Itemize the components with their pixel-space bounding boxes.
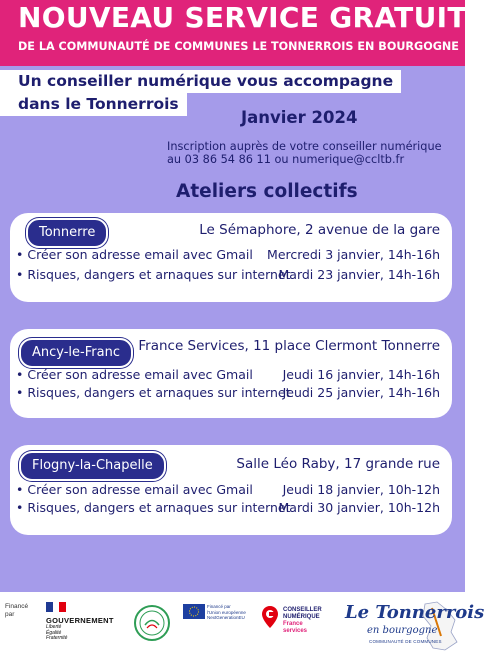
inscription-line-1: Inscription auprès de votre conseiller numérique	[167, 140, 442, 153]
session-topic: • Créer son adresse email avec Gmail	[16, 367, 253, 382]
cn-text-line: France	[283, 621, 303, 627]
french-flag-icon	[46, 602, 66, 612]
eu-text-line: Financé par	[207, 604, 231, 609]
inscription-info	[167, 140, 442, 166]
session-topic: • Créer son adresse email avec Gmail	[16, 247, 253, 262]
venue: France Services, 11 place Clermont Tonnerre	[138, 338, 440, 354]
gov-motto	[46, 625, 67, 642]
conseiller-numerique-logo	[261, 605, 322, 634]
town-badge: Ancy-le-Franc	[19, 338, 133, 368]
session-topic: • Risques, dangers et arnaques sur internet	[16, 385, 291, 400]
eu-text	[207, 604, 246, 621]
poster-subtitle: DE LA COMMUNAUTÉ DE COMMUNES LE TONNERROIS EN BOURGOGNE	[18, 40, 459, 53]
cn-text-line: NUMÉRIQUE	[283, 614, 320, 620]
session-date: Jeudi 16 janvier, 14h-16h	[282, 367, 440, 382]
session-row	[16, 367, 440, 385]
session-date: Mardi 30 janvier, 10h-12h	[278, 500, 440, 515]
cn-text	[283, 607, 322, 635]
motto-line: Fraternité	[46, 635, 68, 641]
tagline-line-1: Un conseiller numérique vous accompagne	[0, 70, 401, 93]
session-topic: • Risques, dangers et arnaques sur internet	[16, 500, 291, 515]
session-row	[16, 247, 440, 265]
header-banner	[0, 0, 465, 66]
france-relance-logo	[133, 604, 171, 647]
inscription-contact: au 03 86 54 86 11 ou numerique@ccltb.fr	[167, 153, 405, 166]
tonnerrois-caption: COMMUNAUTÉ DE COMMUNES	[369, 639, 442, 644]
town-badge: Flogny-la-Chapelle	[19, 451, 166, 481]
session-date: Mercredi 3 janvier, 14h-16h	[267, 247, 440, 262]
tagline-line-2: dans le Tonnerrois	[0, 93, 187, 116]
section-title: Ateliers collectifs	[176, 181, 358, 202]
session-date: Jeudi 25 janvier, 14h-16h	[282, 385, 440, 400]
tonnerrois-title: Le Tonnerrois	[345, 602, 484, 623]
cn-text-line: CONSEILLER	[283, 607, 322, 613]
gov-name: GOUVERNEMENT	[46, 616, 114, 625]
location-pin-icon	[261, 605, 279, 629]
town-badge: Tonnerre	[26, 218, 108, 248]
workshop-card	[10, 329, 452, 418]
motto-line: Égalité	[46, 629, 62, 636]
eu-logo	[183, 604, 246, 624]
session-row	[16, 482, 440, 500]
session-topic: • Risques, dangers et arnaques sur internet	[16, 267, 291, 282]
financed-by-line: par	[5, 611, 15, 618]
tonnerrois-logo	[337, 598, 484, 656]
session-date: Jeudi 18 janvier, 10h-12h	[282, 482, 440, 497]
financed-by-label	[5, 603, 28, 619]
venue: Salle Léo Raby, 17 grande rue	[236, 456, 440, 472]
venue: Le Sémaphore, 2 avenue de la gare	[199, 222, 440, 238]
session-row	[16, 267, 440, 285]
tonnerrois-subtitle: en bourgogne	[367, 625, 438, 636]
eu-text-line: NextGenerationEU	[207, 615, 245, 620]
session-row	[16, 500, 440, 518]
poster-title: NOUVEAU SERVICE GRATUIT	[18, 1, 467, 34]
month-heading: Janvier 2024	[241, 108, 358, 127]
workshop-card	[10, 213, 452, 302]
session-row	[16, 385, 440, 403]
session-topic: • Créer son adresse email avec Gmail	[16, 482, 253, 497]
cn-text-line: services	[283, 628, 308, 634]
france-relance-icon	[133, 604, 171, 642]
motto-line: Liberté	[46, 624, 62, 630]
eu-text-line: l'Union européenne	[207, 609, 246, 615]
workshop-card	[10, 445, 452, 535]
eu-flag-icon	[183, 604, 205, 619]
financed-by-line: Financé	[5, 603, 29, 610]
session-date: Mardi 23 janvier, 14h-16h	[278, 267, 440, 282]
